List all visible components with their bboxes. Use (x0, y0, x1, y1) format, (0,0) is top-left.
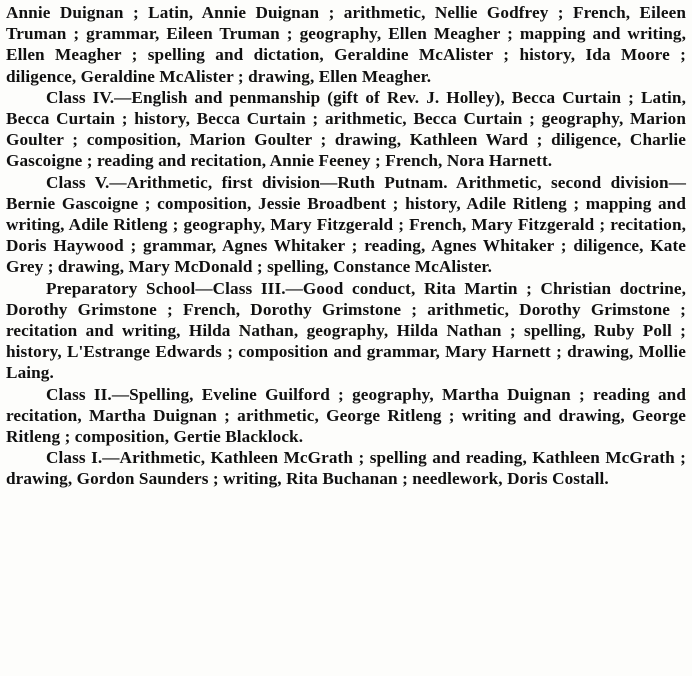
paragraph-class-ii: Class II.—Spelling, Eveline Guilford ; geography, Martha Duignan ; reading and recitation, Martha Duignan ; arithmetic, George Ritleng ; writing and drawing, George Ritleng ; composition, Gertie Blacklock. (6, 384, 686, 447)
paragraph-preparatory-class-iii: Preparatory School—Class III.—Good conduct, Rita Martin ; Christian doctrine, Dorothy Grimstone ; French, Dorothy Grimstone ; arithmetic, Dorothy Grimstone ; recitation and writing, Hilda Nathan, geography, Hilda Nathan ; spelling, Ruby Poll ; history, L'Estrange Edwards ; composition and grammar, Mary Harnett ; drawing, Mollie Laing. (6, 278, 686, 383)
paragraph-class-v: Class V.—Arithmetic, first division—Ruth Putnam. Arithmetic, second division—Bernie Gascoigne ; composition, Jessie Broadbent ; history, Adile Ritleng ; mapping and writing, Adile Ritleng ; geography, Mary Fitzgerald ; French, Mary Fitzgerald ; recitation, Doris Haywood ; grammar, Agnes Whitaker ; reading, Agnes Whitaker ; diligence, Kate Grey ; drawing, Mary McDonald ; spelling, Constance McAlister. (6, 172, 686, 277)
paragraph-class-iv: Class IV.—English and penmanship (gift of Rev. J. Holley), Becca Curtain ; Latin, Becca Curtain ; history, Becca Curtain ; arithmetic, Becca Curtain ; geography, Marion Goulter ; composition, Marion Goulter ; drawing, Kathleen Ward ; diligence, Charlie Gascoigne ; reading and recitation, Annie Feeney ; French, Nora Harnett. (6, 87, 686, 171)
paragraph-class-i: Class I.—Arithmetic, Kathleen McGrath ; spelling and reading, Kathleen McGrath ; drawing, Gordon Saunders ; writing, Rita Buchanan ; needlework, Doris Costall. (6, 448, 686, 489)
paragraph-class-prizes-continued: Annie Duignan ; Latin, Annie Duignan ; arithmetic, Nellie Godfrey ; French, Eileen Truman ; grammar, Eileen Truman ; geography, Ellen Meagher ; mapping and writing, Ellen Meagher ; spelling and dictation, Geraldine McAlister ; history, Ida Moore ; diligence, Geraldine McAlister ; drawing, Ellen Meagher. (6, 3, 686, 86)
